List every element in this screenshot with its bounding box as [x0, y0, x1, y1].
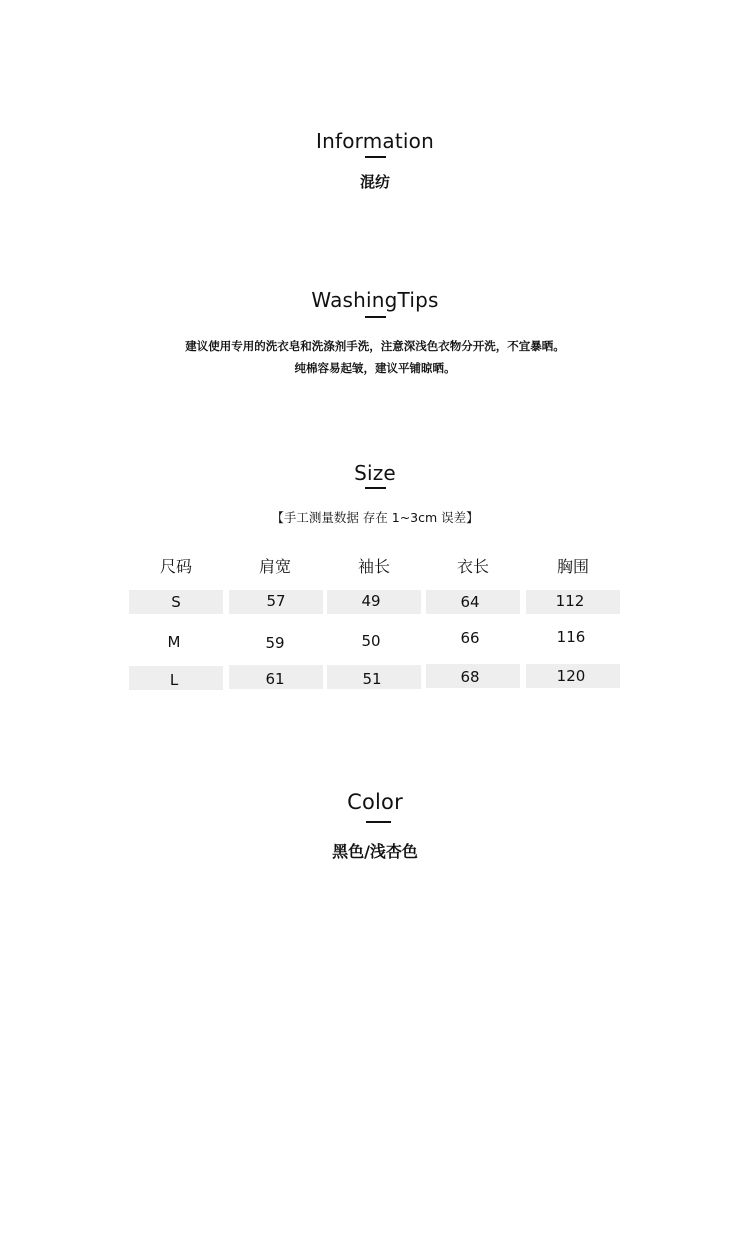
- table-cell: 120: [556, 667, 586, 685]
- washing-tips-line-1: 建议使用专用的洗衣皂和洗涤剂手洗，注意深浅色衣物分开洗，不宜暴晒。: [185, 339, 565, 353]
- size-table-header-size: 尺码: [159, 557, 192, 576]
- table-cell: 57: [266, 592, 286, 610]
- table-cell: 64: [460, 593, 480, 611]
- size-table-header-shoulder: 肩宽: [258, 557, 291, 576]
- information-title-underline: [365, 156, 386, 158]
- color-title: Color: [347, 790, 403, 814]
- washing-tips-title: WashingTips: [311, 288, 439, 312]
- size-table-header-chest: 胸围: [556, 557, 589, 576]
- table-cell: 51: [362, 670, 382, 688]
- table-cell: 116: [556, 628, 586, 646]
- size-title: Size: [354, 461, 396, 485]
- table-cell: 59: [265, 634, 285, 652]
- table-cell: S: [171, 593, 181, 611]
- table-cell: 112: [555, 592, 585, 610]
- color-value: 黑色/浅杏色: [332, 842, 418, 861]
- table-cell: L: [169, 671, 179, 689]
- size-title-underline: [365, 487, 386, 489]
- table-cell: 66: [460, 629, 480, 647]
- table-cell: 49: [361, 592, 381, 610]
- information-value: 混纺: [359, 173, 390, 191]
- washing-tips-title-underline: [365, 316, 386, 318]
- table-cell: 61: [265, 670, 285, 688]
- washing-tips-line-2: 纯棉容易起皱，建议平铺晾晒。: [294, 361, 456, 375]
- size-measurement-note: 【手工测量数据 存在 1~3cm 误差】: [271, 510, 479, 525]
- table-cell: 68: [460, 668, 480, 686]
- color-title-underline: [366, 821, 391, 823]
- table-cell: M: [167, 633, 181, 651]
- table-cell: 50: [361, 632, 381, 650]
- size-table-header-sleeve: 袖长: [357, 557, 390, 576]
- size-table-header-length: 衣长: [456, 557, 489, 576]
- information-title: Information: [316, 129, 434, 153]
